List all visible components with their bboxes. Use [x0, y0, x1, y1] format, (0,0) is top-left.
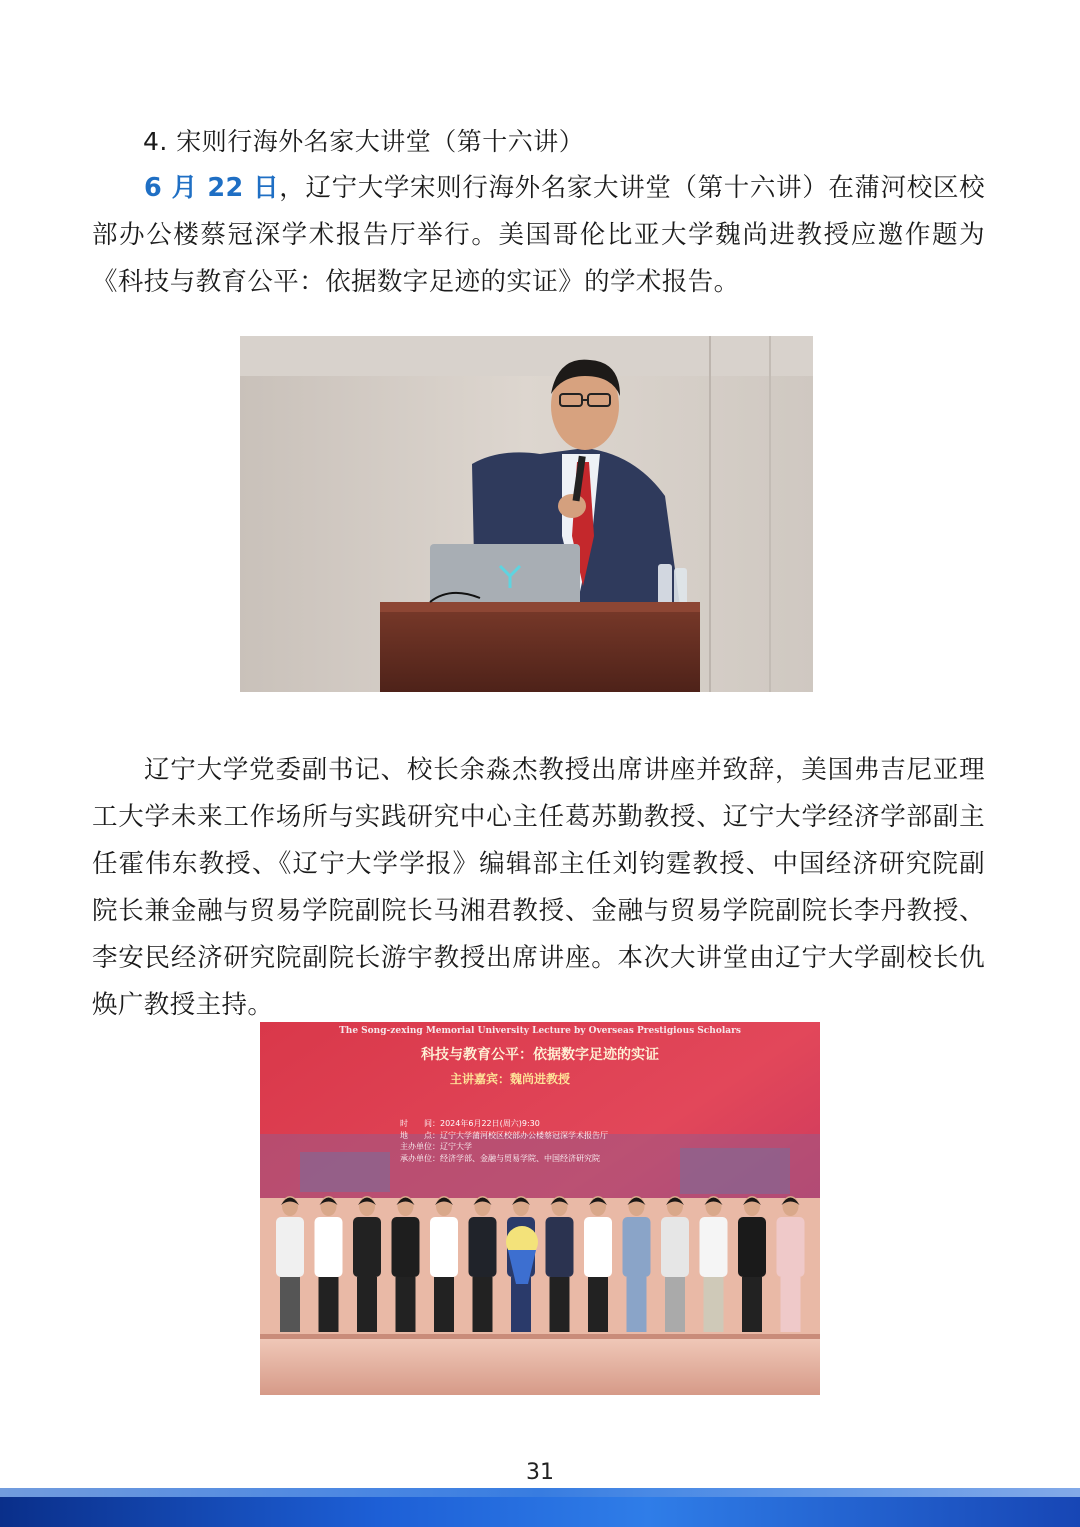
paragraph-event-intro-text: ，辽宁大学宋则行海外名家大讲堂（第十六讲）在蒲河校区校部办公楼蔡冠深学术报告厅举行。美国哥伦比亚大学魏尚进教授应邀作题为《科技与教育公平：依据数字足迹的实证》的学术报告。 — [92, 173, 985, 297]
banner-english: The Song-zexing Memorial University Lecture by Overseas Prestigious Scholars — [339, 1026, 741, 1036]
banner-host: 主办单位：辽宁大学 — [400, 1142, 472, 1151]
banner-place: 地 点：辽宁大学蒲河校区校部办公楼蔡冠深学术报告厅 — [400, 1131, 608, 1140]
paragraph-attendees: 辽宁大学党委副书记、校长余淼杰教授出席讲座并致辞，美国弗吉尼亚理工大学未来工作场所与实践研究中心主任葛苏勤教授、辽宁大学经济学部副主任霍伟东教授、《辽宁大学学报》编辑部主任刘钧霆教授、中国经济研究院副院长兼金融与贸易学院副院长马湘君教授、金融与贸易学院副院长李丹教授、李安民经济研究院副院长游宇教授出席讲座。本次大讲堂由辽宁大学副校长仇焕广教授主持。 — [92, 755, 985, 1020]
banner-speaker: 主讲嘉宾：魏尚进教授 — [449, 1072, 571, 1086]
section-heading: 4. 宋则行海外名家大讲堂（第十六讲） — [143, 127, 585, 156]
banner-co-host: 承办单位：经济学部、金融与贸易学院、中国经济研究院 — [400, 1154, 600, 1163]
event-date: 6 月 22 日 — [144, 173, 280, 203]
banner-title: 科技与教育公平：依据数字足迹的实证 — [421, 1047, 659, 1063]
group-photo — [260, 1022, 820, 1395]
footer-stripe — [0, 1488, 1080, 1497]
page-number: 31 — [526, 1460, 554, 1485]
speaker-photo — [240, 336, 813, 692]
banner-time: 时 间：2024年6月22日(周六)9:30 — [400, 1119, 540, 1128]
paragraph-event-intro — [92, 165, 985, 306]
